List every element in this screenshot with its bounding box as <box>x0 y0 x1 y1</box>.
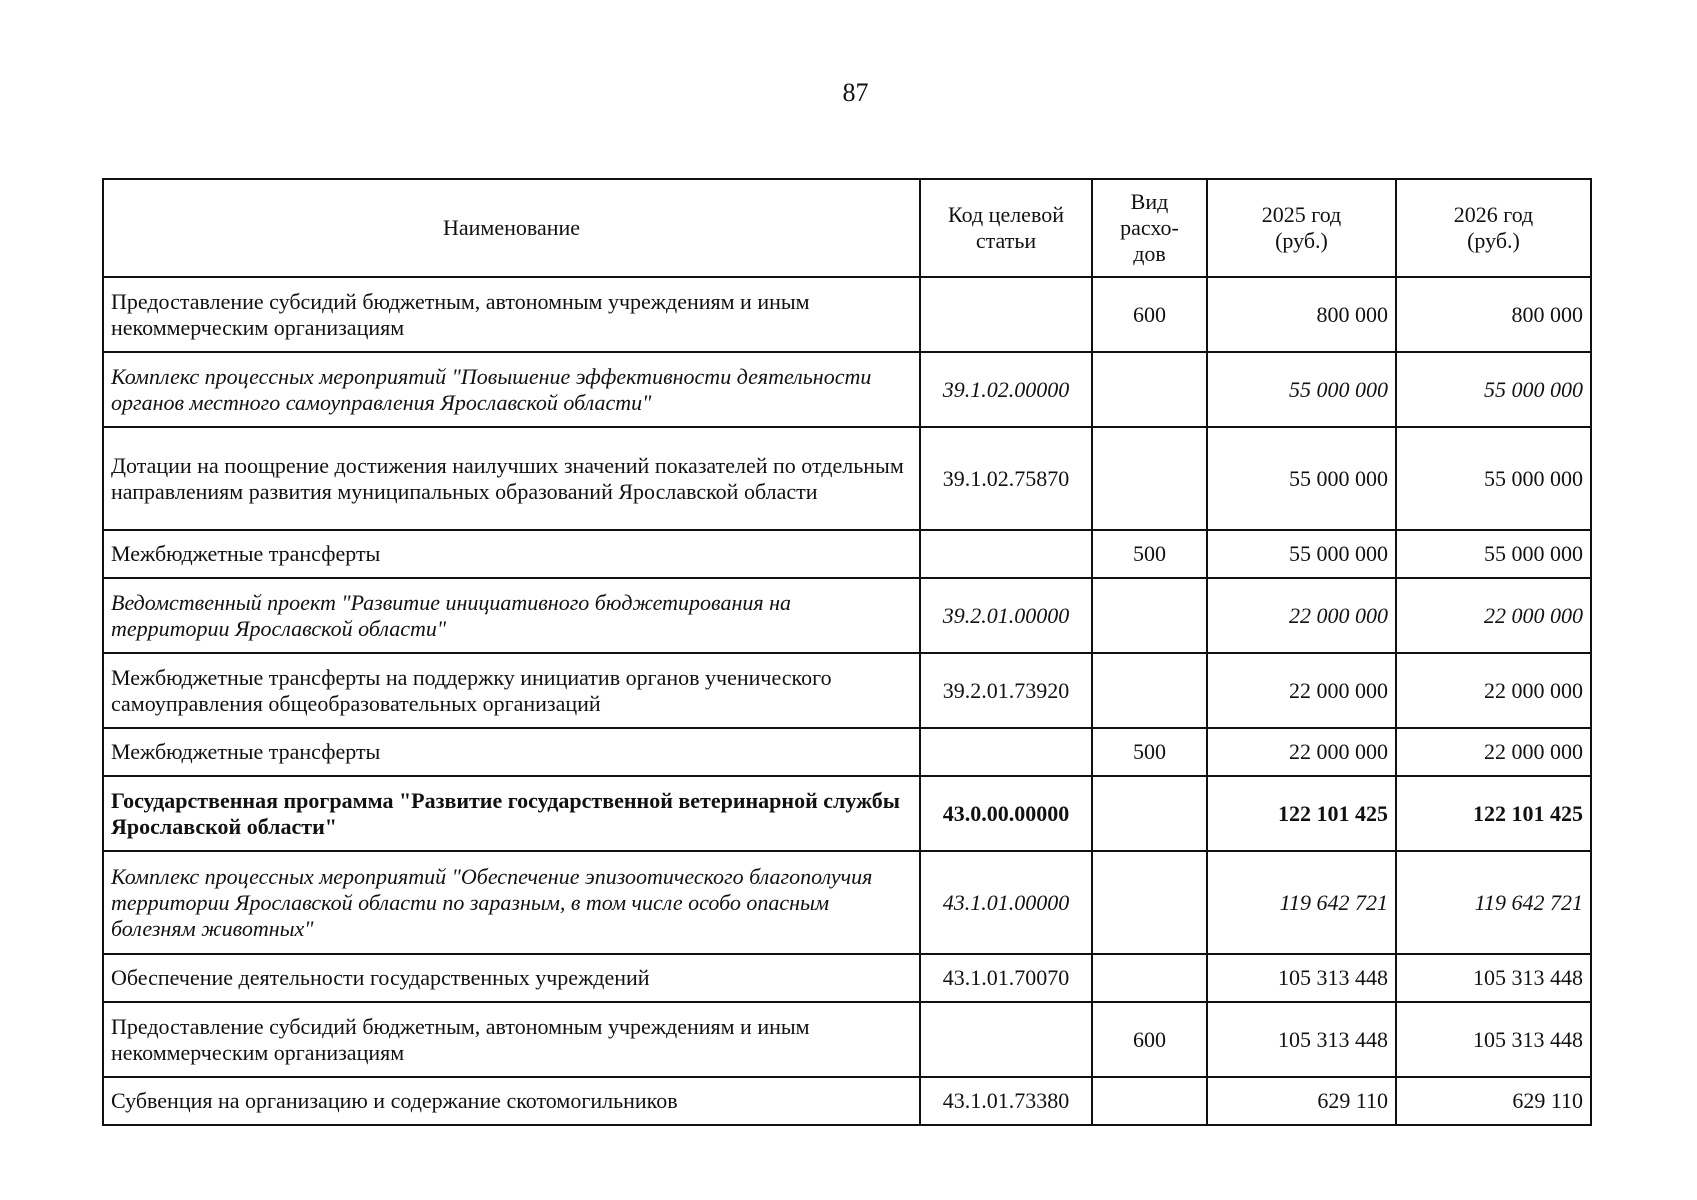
header-2025-label: 2025 год (руб.) <box>1261 202 1342 253</box>
row-vid <box>1092 653 1207 728</box>
table-row <box>103 1077 1591 1125</box>
header-2026 <box>1396 179 1591 277</box>
row-name: Обеспечение деятельности государственных учреждений <box>103 954 920 1002</box>
row-2025: 105 313 448 <box>1207 1002 1396 1077</box>
header-2025 <box>1207 179 1396 277</box>
header-vid-label: Вид расхо-дов <box>1120 189 1179 266</box>
table-row <box>103 578 1591 653</box>
row-code <box>920 530 1092 578</box>
row-code <box>920 728 1092 776</box>
row-vid <box>1092 954 1207 1002</box>
row-code: 43.1.01.00000 <box>920 851 1092 954</box>
row-2026: 55 000 000 <box>1396 427 1591 530</box>
row-code: 43.0.00.00000 <box>920 776 1092 851</box>
header-vid <box>1092 179 1207 277</box>
row-vid <box>1092 851 1207 954</box>
header-code-label: Код целевой статьи <box>948 202 1064 253</box>
row-code: 43.1.01.70070 <box>920 954 1092 1002</box>
row-code: 39.1.02.75870 <box>920 427 1092 530</box>
row-name: Предоставление субсидий бюджетным, автономным учреждениям и иным некоммерческим организациям <box>103 1002 920 1077</box>
table-row <box>103 653 1591 728</box>
row-2026: 119 642 721 <box>1396 851 1591 954</box>
row-vid <box>1092 427 1207 530</box>
table-row <box>103 776 1591 851</box>
table-row <box>103 954 1591 1002</box>
row-2025: 55 000 000 <box>1207 427 1396 530</box>
row-2025: 800 000 <box>1207 277 1396 352</box>
row-code: 39.1.02.00000 <box>920 352 1092 427</box>
row-2026: 22 000 000 <box>1396 653 1591 728</box>
row-2026: 22 000 000 <box>1396 578 1591 653</box>
row-name: Предоставление субсидий бюджетным, автономным учреждениям и иным некоммерческим организациям <box>103 277 920 352</box>
table-row <box>103 1002 1591 1077</box>
row-code: 39.2.01.73920 <box>920 653 1092 728</box>
row-vid: 600 <box>1092 277 1207 352</box>
row-code <box>920 1002 1092 1077</box>
row-name: Субвенция на организацию и содержание скотомогильников <box>103 1077 920 1125</box>
row-code: 43.1.01.73380 <box>920 1077 1092 1125</box>
row-code: 39.2.01.00000 <box>920 578 1092 653</box>
table-row <box>103 277 1591 352</box>
row-2026: 55 000 000 <box>1396 352 1591 427</box>
row-2025: 22 000 000 <box>1207 653 1396 728</box>
row-code <box>920 277 1092 352</box>
row-2025: 122 101 425 <box>1207 776 1396 851</box>
header-name: Наименование <box>103 179 920 277</box>
row-name: Государственная программа "Развитие государственной ветеринарной службы Ярославской области" <box>103 776 920 851</box>
table-row <box>103 728 1591 776</box>
row-2025: 22 000 000 <box>1207 578 1396 653</box>
table-row <box>103 352 1591 427</box>
page-number: 87 <box>842 78 869 107</box>
row-vid <box>1092 352 1207 427</box>
table-row <box>103 530 1591 578</box>
row-2026: 22 000 000 <box>1396 728 1591 776</box>
row-vid: 500 <box>1092 728 1207 776</box>
row-2026: 105 313 448 <box>1396 1002 1591 1077</box>
budget-table <box>102 178 1592 1126</box>
row-2026: 629 110 <box>1396 1077 1591 1125</box>
row-2025: 119 642 721 <box>1207 851 1396 954</box>
table-row <box>103 851 1591 954</box>
row-name: Комплекс процессных мероприятий "Обеспечение эпизоотического благополучия территории Ярославской области по заразным, в том числе особо опасным болезням животных" <box>103 851 920 954</box>
header-2026-label: 2026 год (руб.) <box>1453 202 1534 253</box>
row-vid <box>1092 1077 1207 1125</box>
row-2025: 105 313 448 <box>1207 954 1396 1002</box>
row-vid: 500 <box>1092 530 1207 578</box>
row-name: Дотации на поощрение достижения наилучших значений показателей по отдельным направлениям развития муниципальных образований Ярославской области <box>103 427 920 530</box>
row-vid <box>1092 578 1207 653</box>
table-header-row <box>103 179 1591 277</box>
row-2026: 122 101 425 <box>1396 776 1591 851</box>
row-2026: 55 000 000 <box>1396 530 1591 578</box>
row-vid: 600 <box>1092 1002 1207 1077</box>
row-vid <box>1092 776 1207 851</box>
row-2026: 800 000 <box>1396 277 1591 352</box>
row-name: Межбюджетные трансферты <box>103 530 920 578</box>
row-2026: 105 313 448 <box>1396 954 1591 1002</box>
row-name: Межбюджетные трансферты на поддержку инициатив органов ученического самоуправления общеобразовательных организаций <box>103 653 920 728</box>
header-code <box>920 179 1092 277</box>
row-name: Ведомственный проект "Развитие инициативного бюджетирования на территории Ярославской области" <box>103 578 920 653</box>
row-2025: 55 000 000 <box>1207 352 1396 427</box>
row-2025: 22 000 000 <box>1207 728 1396 776</box>
row-name: Межбюджетные трансферты <box>103 728 920 776</box>
row-name: Комплекс процессных мероприятий "Повышение эффективности деятельности органов местного самоуправления Ярославской области" <box>103 352 920 427</box>
table-row <box>103 427 1591 530</box>
row-2025: 55 000 000 <box>1207 530 1396 578</box>
row-2025: 629 110 <box>1207 1077 1396 1125</box>
